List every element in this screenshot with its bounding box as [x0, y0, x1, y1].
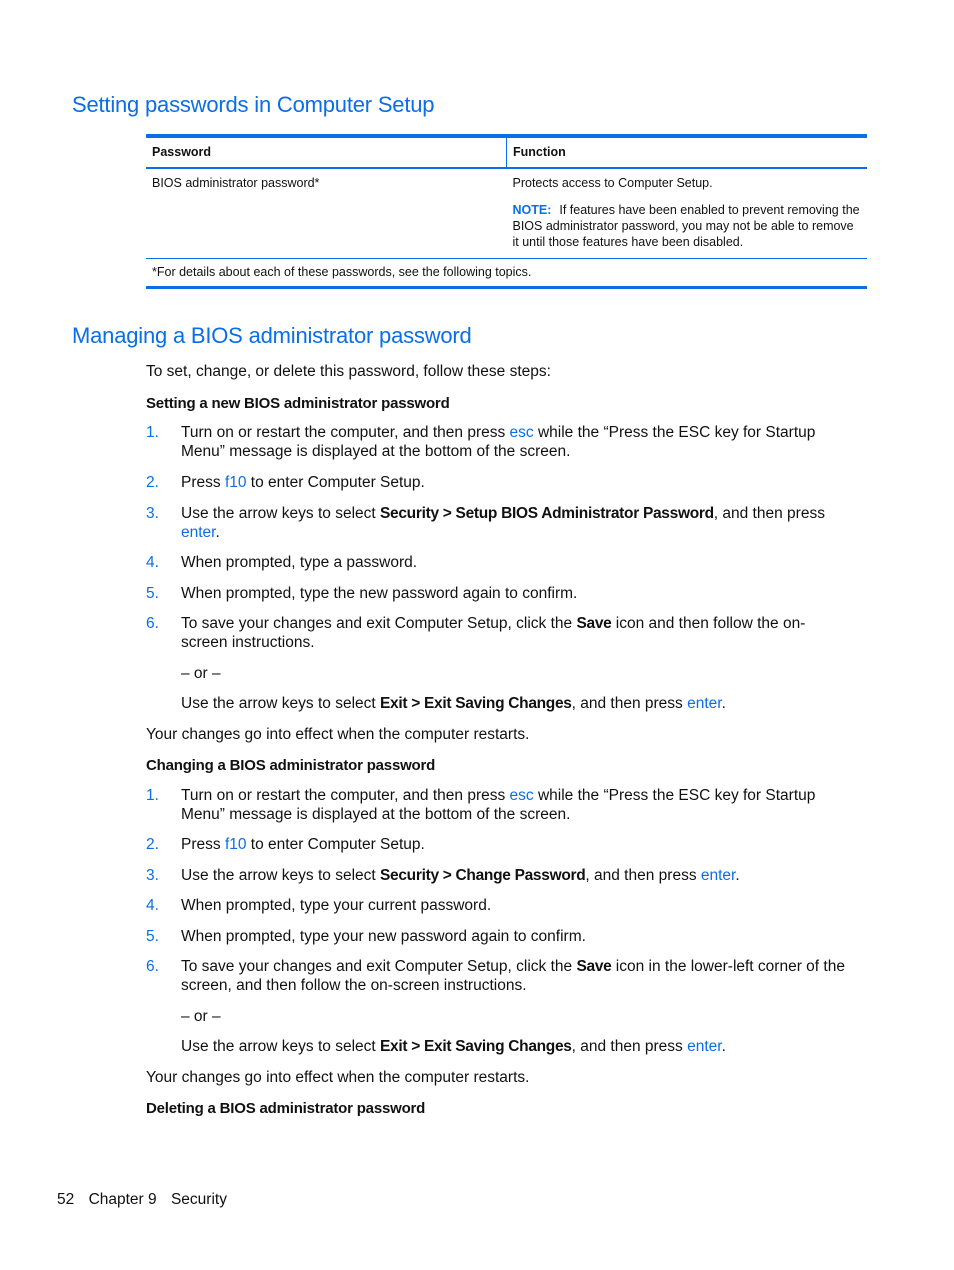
- step-number: 1.: [146, 787, 159, 804]
- chapter-label: Chapter 9: [88, 1191, 157, 1208]
- step-number: 5.: [146, 928, 159, 945]
- step-number: 6.: [146, 615, 159, 632]
- section-title-setting-passwords: Setting passwords in Computer Setup: [72, 92, 435, 117]
- alternative-step: Use the arrow keys to select Exit > Exit Saving Changes, and then press enter.: [181, 695, 726, 712]
- key-enter: enter: [700, 867, 736, 884]
- step-text: When prompted, type a password.: [181, 554, 418, 571]
- passwords-table: [146, 134, 867, 289]
- key-f10: f10: [224, 836, 247, 853]
- function-text: Protects access to Computer Setup.: [512, 176, 713, 190]
- note-label: NOTE:: [512, 203, 552, 217]
- page-footer: [57, 1191, 237, 1209]
- note-text: If features have been enabled to prevent removing the BIOS administrator password, you may not be able to remove it until those features have been disabled.: [512, 203, 860, 249]
- step-text: Press f10 to enter Computer Setup.: [181, 474, 425, 491]
- key-enter: enter: [687, 1038, 722, 1055]
- table-footnote: *For details about each of these passwords, see the following topics.: [152, 265, 532, 279]
- list-item: [146, 896, 851, 915]
- step-text: When prompted, type your new password again to confirm.: [181, 928, 586, 945]
- list-item: [146, 473, 851, 492]
- list-item: [146, 835, 851, 854]
- table-cell-password: BIOS administrator password*: [152, 176, 320, 190]
- list-item: [146, 584, 851, 603]
- step-number: 4.: [146, 897, 159, 914]
- step-number: 4.: [146, 554, 159, 571]
- list-item: [146, 786, 851, 824]
- subheading-setting: Setting a new BIOS administrator password: [146, 395, 450, 412]
- step-number: 6.: [146, 958, 159, 975]
- menu-path: Exit > Exit Saving Changes: [380, 695, 572, 712]
- result-text: Your changes go into effect when the computer restarts.: [146, 726, 530, 743]
- intro-text: To set, change, or delete this password, follow these steps:: [146, 363, 551, 380]
- table-cell-function: [507, 168, 868, 259]
- alternative-step: Use the arrow keys to select Exit > Exit Saving Changes, and then press enter.: [181, 1038, 726, 1055]
- step-text: To save your changes and exit Computer Setup, click the Save icon and then follow the on-screen instructions.: [181, 615, 806, 651]
- key-esc: esc: [509, 787, 534, 804]
- table-header-function: Function: [513, 145, 566, 159]
- save-label: Save: [576, 958, 612, 975]
- step-text: Press f10 to enter Computer Setup.: [181, 836, 425, 853]
- key-enter: enter: [687, 695, 722, 712]
- chapter-section: Security: [170, 1191, 227, 1208]
- list-item: [146, 866, 851, 885]
- list-item: [146, 957, 851, 995]
- list-item: [146, 927, 851, 946]
- list-item: [146, 553, 851, 572]
- step-number: 2.: [146, 474, 159, 491]
- step-text: When prompted, type your current password.: [181, 897, 492, 914]
- step-text: When prompted, type the new password again to confirm.: [181, 585, 578, 602]
- section-title-managing-password: Managing a BIOS administrator password: [72, 323, 472, 348]
- step-text: Use the arrow keys to select Security > Setup BIOS Administrator Password, and then press enter.: [181, 505, 825, 541]
- step-number: 2.: [146, 836, 159, 853]
- save-label: Save: [576, 615, 612, 632]
- list-item: [146, 504, 851, 542]
- or-separator: – or –: [181, 1008, 221, 1025]
- subheading-changing: Changing a BIOS administrator password: [146, 757, 436, 774]
- or-separator: – or –: [181, 665, 221, 682]
- step-number: 1.: [146, 424, 159, 441]
- list-item: [146, 423, 851, 461]
- step-number: 3.: [146, 505, 159, 522]
- step-text: Turn on or restart the computer, and then press esc while the “Press the ESC key for Startup Menu” message is displayed at the bottom of the screen.: [181, 787, 816, 823]
- menu-path: Exit > Exit Saving Changes: [380, 1038, 572, 1055]
- table-row: [146, 168, 867, 259]
- note: [513, 202, 862, 250]
- step-text: Turn on or restart the computer, and then press esc while the “Press the ESC key for Startup Menu” message is displayed at the bottom of the screen.: [181, 424, 816, 460]
- menu-path: Security > Setup BIOS Administrator Password: [380, 505, 714, 522]
- step-text: To save your changes and exit Computer Setup, click the Save icon in the lower-left corner of the screen, and then follow the on-screen instructions.: [181, 958, 845, 994]
- key-esc: esc: [509, 424, 534, 441]
- step-text: Use the arrow keys to select Security > Change Password, and then press enter.: [181, 867, 740, 884]
- key-f10: f10: [224, 474, 247, 491]
- table-header-password: Password: [146, 136, 507, 168]
- menu-path: Security > Change Password: [380, 867, 586, 884]
- key-enter: enter: [181, 524, 216, 541]
- list-item: [146, 614, 851, 652]
- step-number: 5.: [146, 585, 159, 602]
- subheading-deleting: Deleting a BIOS administrator password: [146, 1100, 426, 1117]
- result-text: Your changes go into effect when the computer restarts.: [146, 1069, 530, 1086]
- step-number: 3.: [146, 867, 159, 884]
- page-number: 52: [57, 1191, 75, 1208]
